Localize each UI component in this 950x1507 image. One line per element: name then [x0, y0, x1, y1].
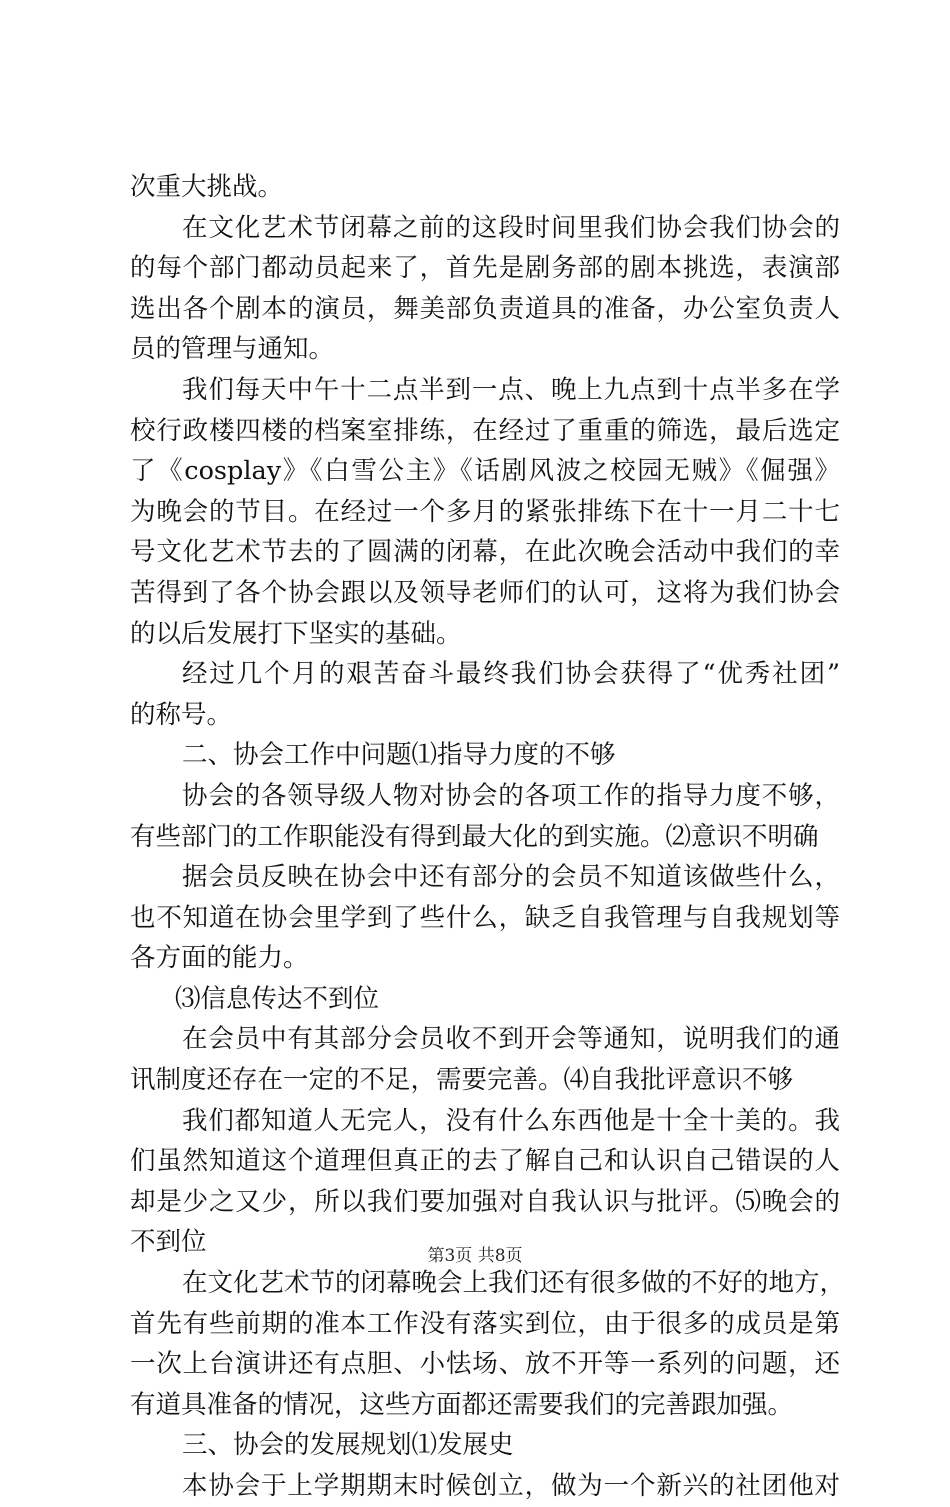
text-line: 的以后发展打下坚实的基础。 — [130, 618, 462, 649]
text-line: 有道具准备的情况，这些方面都还需要我们的完善跟加强。 — [130, 1389, 794, 1420]
text-line: 首先有些前期的准本工作没有落实到位，由于很多的成员是第 — [130, 1308, 840, 1339]
text-line: 在文化艺术节闭幕之前的这段时间里我们协会我们协会的 — [182, 212, 840, 243]
text-line: 校行政楼四楼的档案室排练，在经过了重重的筛选，最后选定 — [130, 415, 840, 446]
text-line: 不到位 — [130, 1227, 207, 1258]
text-line: 一次上台演讲还有点胆、小怯场、放不开等一系列的问题，还 — [130, 1349, 840, 1380]
text-line: ⑶信息传达不到位 — [175, 983, 380, 1014]
text-line: 却是少之又少，所以我们要加强对自我认识与批评。⑸晚会的 — [130, 1186, 840, 1217]
text-line: 各方面的能力。 — [130, 943, 309, 974]
text-line: 有些部门的工作职能没有得到最大化的到实施。⑵意识不明确 — [130, 821, 819, 852]
text-line: 们虽然知道这个道理但真正的去了解自己和认识自己错误的人 — [130, 1146, 840, 1177]
text-line: 也不知道在协会里学到了些什么，缺乏自我管理与自我规划等 — [130, 902, 840, 933]
text-line: 协会的各领导级人物对协会的各项工作的指导力度不够， — [182, 780, 840, 811]
text-line: 本协会于上学期期末时候创立，做为一个新兴的社团他对 — [182, 1471, 840, 1501]
text-line: 我们每天中午十二点半到一点、晚上九点到十点半多在学 — [182, 374, 840, 405]
text-line: 三、协会的发展规划⑴发展史 — [182, 1430, 514, 1461]
text-line: 选出各个剧本的演员，舞美部负责道具的准备，办公室负责人 — [130, 293, 840, 324]
text-line: 为晚会的节目。在经过一个多月的紧张排练下在十一月二十七 — [130, 496, 840, 527]
page-footer: 第3页 共8页 — [427, 1246, 523, 1266]
text-line: 号文化艺术节去的了圆满的闭幕，在此次晚会活动中我们的幸 — [130, 537, 840, 568]
text-line: 据会员反映在协会中还有部分的会员不知道该做些什么， — [182, 862, 840, 893]
text-line: 的称号。 — [130, 699, 233, 730]
text-line: 次重大挑战。 — [130, 172, 284, 202]
text-line: 讯制度还存在一定的不足，需要完善。⑷自我批评意识不够 — [130, 1065, 794, 1096]
text-line: 苦得到了各个协会跟以及领导老师们的认可，这将为我们协会 — [130, 577, 840, 608]
text-line: 经过几个月的艰苦奋斗最终我们协会获得了“优秀社团” — [182, 659, 840, 690]
text-line: 我们都知道人无完人，没有什么东西他是十全十美的。我 — [182, 1105, 840, 1136]
text-line: 的每个部门都动员起来了，首先是剧务部的剧本挑选，表演部 — [130, 253, 840, 284]
text-line: 员的管理与通知。 — [130, 334, 335, 365]
text-line: 在会员中有其部分会员收不到开会等通知，说明我们的通 — [182, 1024, 840, 1055]
text-line: 了《cosplay》《白雪公主》《话剧风波之校园无贼》《倔强》 — [130, 456, 840, 487]
body-text — [130, 167, 846, 1507]
text-line: 二、协会工作中问题⑴指导力度的不够 — [182, 740, 616, 771]
text-line: 在文化艺术节的闭幕晚会上我们还有很多做的不好的地方， — [182, 1268, 846, 1299]
